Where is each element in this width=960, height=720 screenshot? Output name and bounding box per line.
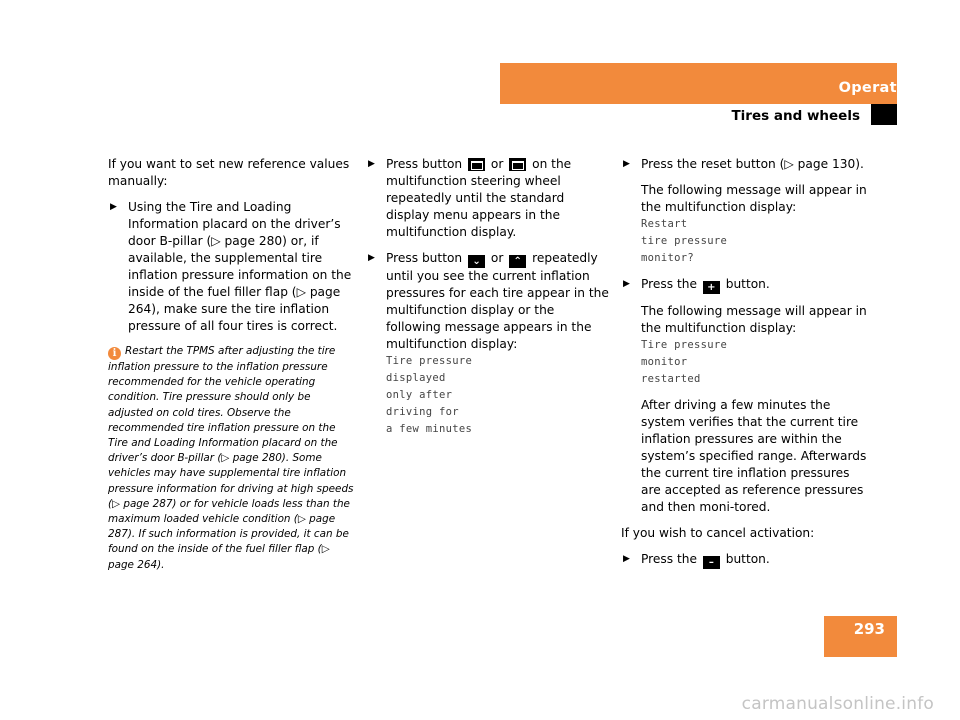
bullet-text: repeatedly until you see the current inflation pressures for each tire appear in the multifunction display or the following message appears in the multifunction display: <box>386 251 609 351</box>
or-text: or <box>490 157 504 171</box>
bullet-text: Press button <box>386 251 463 265</box>
bullet-text: Press the <box>641 552 697 566</box>
bullet-item <box>366 250 611 438</box>
bullet-text: Press the reset button (▷ page 130). <box>641 157 864 171</box>
watermark: carmanualsonline.info <box>741 694 934 714</box>
bullet-item <box>108 199 354 335</box>
page-number-box <box>824 616 897 657</box>
intro-text: If you want to set new reference values manually: <box>108 157 350 188</box>
bullet-text: Using the Tire and Loading Information placard on the driver’s door B-pillar (▷ page 280) or, if available, the supplemental tire inflation pressure information on the inside of the fuel filler flap (▷ page 264), make sure the tire inflation pressure of all four tires is correct. <box>128 200 352 333</box>
after-text: After driving a few minutes the system verifies that the current tire inflation pressures are within the system’s specified range. Afterwards the current tire inflation pressures are accepted as reference pressures and then moni-tored. <box>641 398 867 514</box>
message-line: monitor? <box>641 252 694 264</box>
bullet-text: Press the <box>641 277 697 291</box>
message-line: restarted <box>641 373 701 385</box>
bullet-arrow-icon: ▶ <box>110 202 117 212</box>
message-line: a few minutes <box>386 423 473 435</box>
follow-line: The following message will appear in the multifunction display: <box>641 304 867 335</box>
message-line: tire pressure <box>641 235 728 247</box>
bullet-text: button. <box>725 552 770 566</box>
bullet-arrow-icon: ▶ <box>623 279 630 289</box>
column-1 <box>108 156 354 573</box>
bullet-arrow-icon: ▶ <box>623 159 630 169</box>
bullet-arrow-icon: ▶ <box>368 159 375 169</box>
display-message <box>641 337 867 388</box>
or-text: or <box>490 251 504 265</box>
display-message <box>641 216 867 267</box>
display-up-button-icon <box>468 158 485 171</box>
message-line: Tire pressure <box>386 355 473 367</box>
plus-button-icon: + <box>703 281 720 294</box>
bullet-item <box>621 551 867 569</box>
display-down-button-icon <box>509 158 526 171</box>
column-2 <box>366 156 611 447</box>
section-title: Operation <box>838 80 923 96</box>
bullet-text: on the multifunction steering wheel repeatedly until the standard display menu appears in the multifunction display. <box>386 157 572 239</box>
cancel-text: If you wish to cancel activation: <box>621 526 815 540</box>
bullet-arrow-icon: ▶ <box>368 253 375 263</box>
message-line: Restart <box>641 218 688 230</box>
follow-text <box>621 182 867 267</box>
bullet-text: Press button <box>386 157 463 171</box>
message-line: displayed <box>386 372 446 384</box>
bullet-item <box>621 276 867 294</box>
minus-button-icon: – <box>703 556 720 569</box>
message-line: monitor <box>641 356 688 368</box>
follow-text <box>621 303 867 388</box>
column-3 <box>621 156 867 578</box>
bullet-text: button. <box>725 277 770 291</box>
subsection-title: Tires and wheels <box>731 108 860 124</box>
header-band <box>500 63 897 104</box>
header-marker <box>871 104 897 125</box>
follow-line: The following message will appear in the multifunction display: <box>641 183 867 214</box>
arrow-down-button-icon: ⌄ <box>468 255 485 268</box>
info-icon: i <box>108 347 121 360</box>
note-text: Restart the TPMS after adjusting the tire inflation pressure to the inflation pressure recommended for the vehicle operating condition. Tire pressure should only be adjusted on cold tires. Observe the recommended tire inflation pressure on the Tire and Loading Information placard on the driver’s door B-pillar (▷ page 280). Some vehicles may have supplemental tire inflation pressure information for driving at high speeds (▷ page 287) or for vehicle loads less than the maximum loaded vehicle condition (▷ page 287). If such information is provided, it can be found on the inside of the fuel filler flap (▷ page 264). <box>108 345 354 571</box>
display-message <box>386 353 611 438</box>
page-number: 293 <box>853 620 885 638</box>
bullet-item <box>366 156 611 241</box>
message-line: only after <box>386 389 453 401</box>
message-line: driving for <box>386 406 459 418</box>
bullet-item <box>621 156 867 173</box>
message-line: Tire pressure <box>641 339 728 351</box>
arrow-up-button-icon: ⌃ <box>509 255 526 268</box>
info-note <box>108 344 354 573</box>
bullet-arrow-icon: ▶ <box>623 554 630 564</box>
